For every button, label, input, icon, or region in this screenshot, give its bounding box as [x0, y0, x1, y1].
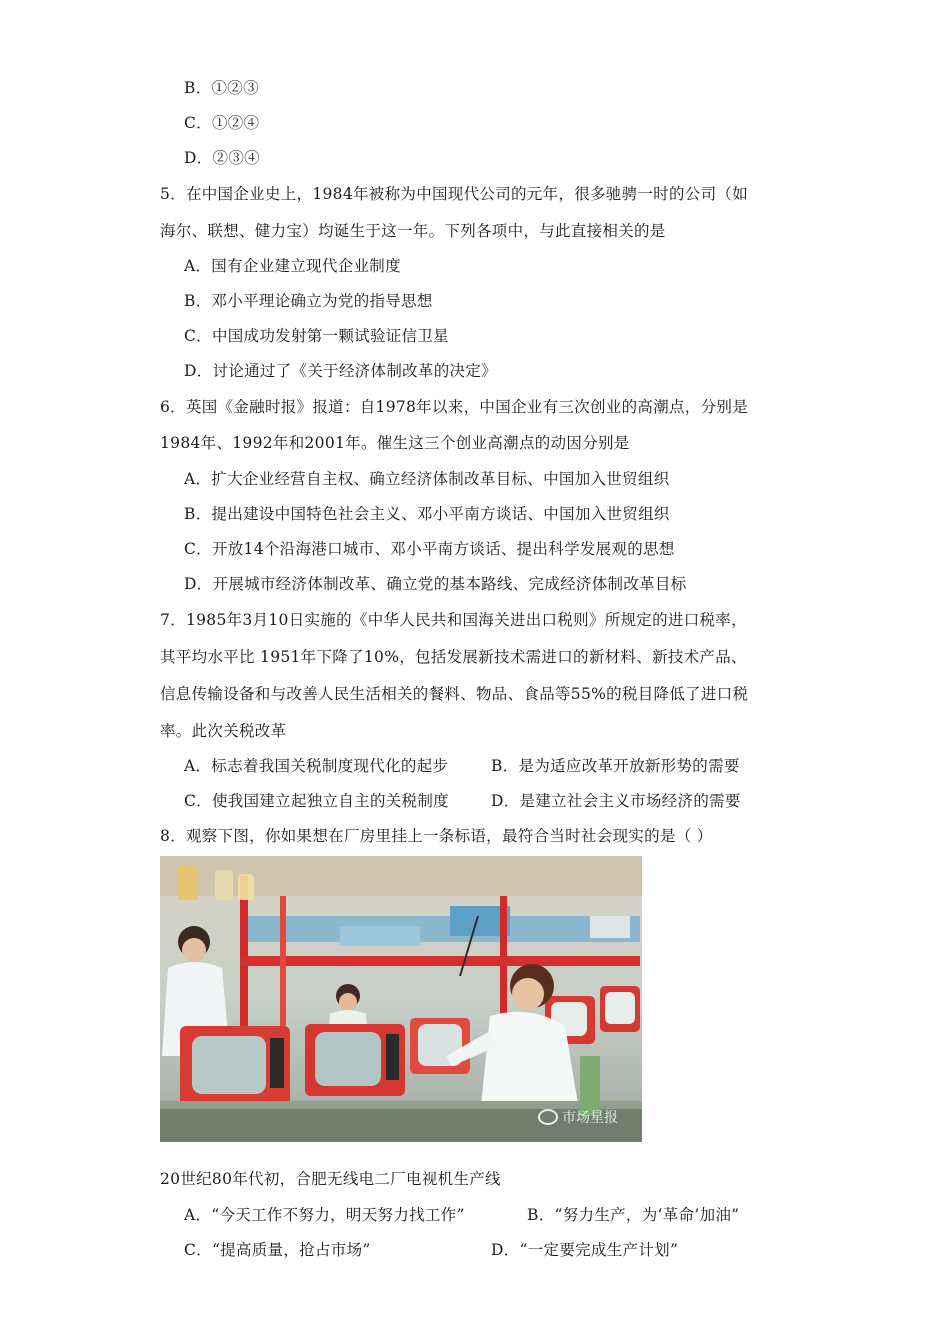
- q7-stem-line2: 其平均水平比 1951年下降了10%，包括发展新技术需进口的新材料、新技术产品、: [160, 648, 747, 666]
- q6-option-c: C．开放14个沿海港口城市、邓小平南方谈话、提出科学发展观的思想: [184, 540, 675, 558]
- q5-option-c: C．中国成功发射第一颗试验证信卫星: [184, 327, 449, 345]
- q8-options-row1: [184, 1205, 740, 1225]
- q7-option-b: B．是为适应改革开放新形势的需要: [491, 757, 740, 775]
- q5-stem-line2: 海尔、联想、健力宝）均诞生于这一年。下列各项中，与此直接相关的是: [160, 222, 666, 240]
- q7-options-row1: [184, 756, 740, 776]
- q5-option-a: A．国有企业建立现代企业制度: [184, 257, 401, 275]
- q6-stem-line1: 6．英国《金融时报》报道：自1978年以来，中国企业有三次创业的高潮点，分别是: [160, 398, 749, 416]
- q8-option-d: D．“一定要完成生产计划”: [491, 1241, 679, 1259]
- photo-caption: 20世纪80年代初，合肥无线电二厂电视机生产线: [160, 1170, 501, 1188]
- q5-option-d: D．讨论通过了《关于经济体制改革的决定》: [184, 362, 497, 380]
- q6-option-b: B．提出建设中国特色社会主义、邓小平南方谈话、中国加入世贸组织: [184, 505, 670, 523]
- q6-option-a: A．扩大企业经营自主权、确立经济体制改革目标、中国加入世贸组织: [184, 470, 670, 488]
- q8-option-b: B．“努力生产，为‘革命’加油”: [527, 1206, 740, 1224]
- q8-options-row2: [184, 1240, 679, 1260]
- q6-stem-line2: 1984年、1992年和2001年。催生这三个创业高潮点的动因分别是: [160, 434, 630, 452]
- photo-watermark: 市场星报: [562, 1110, 618, 1126]
- q7-option-d: D．是建立社会主义市场经济的需要: [491, 792, 741, 810]
- q5-stem-line1: 5．在中国企业史上，1984年被称为中国现代公司的元年，很多驰骋一时的公司（如: [160, 185, 749, 203]
- q7-options-row2: [184, 791, 741, 811]
- q7-stem-line1: 7．1985年3月10日实施的《中华人民共和国海关进出口税则》所规定的进口税率，: [160, 611, 747, 629]
- q4-option-b: B．①②③: [184, 79, 259, 97]
- q8-option-c: C．“提高质量，抢占市场”: [184, 1241, 371, 1259]
- tv-production-line-photo: [160, 856, 642, 1142]
- q8-stem: 8．观察下图，你如果想在厂房里挂上一条标语，最符合当时社会现实的是（ ）: [160, 827, 713, 845]
- q7-stem-line4: 率。此次关税改革: [160, 722, 287, 740]
- q8-option-a: A．“今天工作不努力，明天努力找工作”: [184, 1206, 465, 1224]
- q5-option-b: B．邓小平理论确立为党的指导思想: [184, 292, 433, 310]
- q4-option-d: D．②③④: [184, 149, 260, 167]
- q7-stem-line3: 信息传输设备和与改善人民生活相关的餐料、物品、食品等55%的税目降低了进口税: [160, 685, 749, 703]
- q7-option-c: C．使我国建立起独立自主的关税制度: [184, 792, 449, 810]
- watermark-icon: [538, 1109, 558, 1125]
- q6-option-d: D．开展城市经济体制改革、确立党的基本路线、完成经济体制改革目标: [184, 575, 687, 593]
- q7-option-a: A．标志着我国关税制度现代化的起步: [184, 757, 449, 775]
- q4-option-c: C．①②④: [184, 114, 260, 132]
